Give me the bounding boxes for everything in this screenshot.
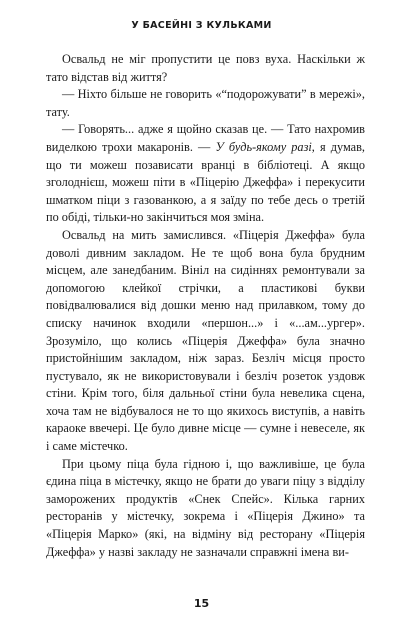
paragraph [46,121,365,227]
paragraph [46,51,365,86]
page-number: 15 [193,597,210,610]
text-run: — Ніхто більше не говорить «“подорожувати” в мережі», тату. [46,87,365,119]
paragraph [46,86,365,121]
text-run: При цьому піца була гідною і, що важливіше, це була єдина піца в містечку, якщо не брати до уваги піцу з відділу заморожених продуктів «Снек Спейс». Кілька гарних ресторанів у містечку, зокрема і «Піцерія Джино» та «Піцерія Марко» (які, на відміну від ресторану «Піцерія Джеффа» у назві закладу не зазначали справжні імена ви- [46,456,365,559]
text-run: , я думав, що ти можеш позависати вранці в бібліотеці. А якщо зголоднієш, можеш піти в «Піцерію Джеффа» і перекусити шматком піци з газованкою, а я заїду по тебе десь о третій по обіді, тільки-но закінчиться моя зміна. [46,139,365,225]
text-run: Освальд на мить замислився. «Піцерія Джеффа» була доволі дивним закладом. Не те щоб вона була брудним місцем, але занедбаним. Вініл на сидіннях ремонтували за допомогою клейкої стрічки, а пластикові букви повідвалювалися від дошки меню над прилавком, тому до списку начинок входили «першон...» і «...ам...ургер». Зрозуміло, що колись «Піцерія Джеффа» була значно пристойнішим закладом, ніж зараз. Безліч місця просто пустувало, як не використовували і безліч розеток уздовж стіни. Крім того, біля дальньої стіни була невелика сцена, хоча там не відбувалося не то що якихось виступів, а навіть караоке ввечері. Це було дивне місце — сумне і невеселе, як і саме містечко. [46,227,365,454]
paragraph [46,227,365,456]
body-text [46,51,365,561]
paragraph [46,456,365,562]
running-header: У БАСЕЙНІ З КУЛЬКАМИ [131,20,272,31]
text-run: — Говорять... адже я щойно сказав це. — Тато нахромив виделкою трохи макаронів. — [46,122,365,154]
italic-text-run: У будь-якому разі [215,139,312,154]
text-run: Освальд не міг пропустити це повз вуха. Наскільки ж тато відстав від життя? [46,52,365,84]
